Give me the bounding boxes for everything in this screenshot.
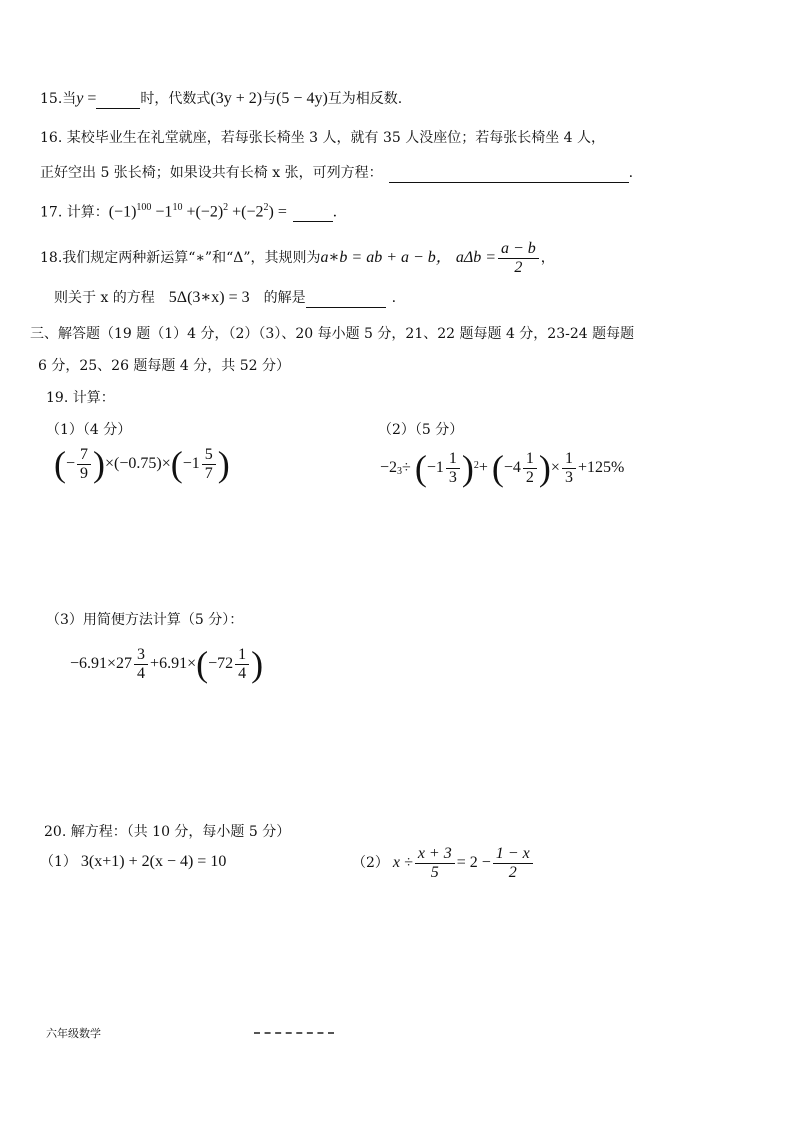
section-3-line2: [38, 356, 290, 376]
q18-rule2-end: ，: [540, 250, 555, 266]
q18-line2-prefix: 则关于 x 的方程: [54, 290, 155, 306]
q17-t1: (−1): [108, 203, 137, 221]
q20-p2-label: （2）: [352, 855, 389, 871]
question-17: [40, 198, 337, 222]
q19-title: 19. 计算：: [46, 390, 115, 406]
q18-answer-blank[interactable]: [306, 287, 386, 308]
question-18-line1: [40, 238, 555, 278]
q17-answer-blank[interactable]: [293, 201, 333, 222]
q15-answer-blank[interactable]: [96, 88, 140, 109]
q15-prefix: 15.当: [40, 91, 77, 107]
q15-expr2: (5 − 4y): [276, 90, 328, 107]
q19-p2-label: （2）（5 分）: [378, 422, 464, 438]
q20-p1-eq: 3(x+1) + 2(x − 4) = 10: [80, 853, 227, 870]
q19-p3-frac1: $\frac{3}{4}$: [134, 646, 148, 683]
q19-p2-frac1: $\frac{1}{3}$: [446, 450, 460, 487]
q17-t1-exp: 100: [136, 202, 152, 213]
q19-p1-mid: ×(−0.75)×: [105, 455, 171, 472]
section-3-line1: [30, 324, 634, 344]
q20-p2-frac2: $\frac{1 - x}{2}$: [493, 845, 533, 882]
q19-p2-frac2: $\frac{1}{2}$: [523, 450, 537, 487]
q19-p1-frac1: $\frac{7}{9}$: [77, 446, 91, 483]
q16-line2: 正好空出 5 张长椅；如果设共有长椅 x 张，可列方程：: [40, 165, 383, 181]
q18-line2-eq: 5Δ(3∗x) = 3: [168, 289, 250, 306]
q17-t3-exp: 2: [223, 202, 229, 213]
q15-var: y: [76, 90, 84, 107]
q19-p1-whole: −1: [182, 455, 200, 472]
q19-p2-expression: −2 $_3$ ÷ ( −1 $\frac{1}{3}$ ) 2 + ( −4 $\frac{1}{2}$ ) × $\frac{1}{3}$ +125%: [380, 448, 625, 488]
q19-p3-label-row: [46, 610, 243, 630]
q17-t3: +(−2): [182, 203, 224, 221]
question-18-line2: [54, 287, 396, 308]
q20-p2: （2） x ÷ $\frac{x + 3}{5}$ = 2 − $\frac{1 - x}{2}$: [352, 842, 535, 884]
q16-line1: 16. 某校毕业生在礼堂就座，若每张长椅坐 3 人，就有 35 人没座位；若每张长椅坐 4 人，: [40, 130, 606, 146]
q20-title: 20. 解方程：（共 10 分，每小题 5 分）: [44, 824, 291, 840]
q20-p1-label: （1）: [40, 854, 77, 870]
q19-p3-expression: −6.91×27 $\frac{3}{4}$ +6.91× ( −72 $\frac{1}{4}$ ): [70, 644, 264, 684]
q17-t5: ) =: [268, 203, 287, 221]
q20-p2-frac1: $\frac{x + 3}{5}$: [415, 845, 455, 882]
q17-t2-exp: 10: [172, 202, 183, 213]
q19-p2-frac3: $\frac{1}{3}$: [562, 450, 576, 487]
footer-left: 六年级数学: [46, 1027, 101, 1040]
section-3-heading: 三、解答题（19 题（1）4 分，（2）（3）、20 每小题 5 分，21、22 题每题 4 分，23-24 题每题: [30, 326, 635, 342]
question-16-line1: [40, 128, 605, 148]
q15-middle: 时，代数式: [140, 91, 211, 107]
question-16-line2: [40, 162, 633, 183]
q18-rule2-left: aΔb =: [455, 249, 496, 266]
q19-p1-label-row: [46, 420, 131, 440]
q18-line2-mid: 的解是: [263, 290, 306, 306]
q15-expr1: (3y + 2): [210, 90, 263, 107]
footer: [34, 1024, 101, 1044]
q18-rule2-num: a − b: [498, 240, 539, 259]
q17-prefix: 17. 计算：: [40, 204, 109, 221]
q18-rule2-fraction: [498, 240, 539, 277]
question-19-title: [46, 388, 115, 408]
q17-t4: +(−2: [228, 203, 264, 221]
footer-page-marks: [254, 1032, 334, 1038]
q18-line1: 18.我们规定两种新运算“∗”和“Δ”，其规则为: [40, 250, 321, 266]
q19-p1-label: （1）（4 分）: [46, 422, 132, 438]
q15-suffix: 互为相反数.: [327, 91, 403, 107]
q18-rule1: a∗b = ab + a − b，: [320, 249, 452, 266]
q18-end: .: [391, 290, 397, 306]
q19-p1-expression: ( − $\frac{7}{9}$ ) ×(−0.75)× ( −1 $\frac{5}{7}$ ): [54, 444, 230, 484]
question-15: [40, 88, 402, 109]
q20-p1: [40, 852, 226, 872]
q16-end: .: [628, 165, 634, 181]
question-20-title: [44, 822, 290, 842]
q17-t4-exp: 2: [263, 202, 269, 213]
q18-rule2-den: 2: [514, 258, 523, 276]
section-3-heading-cont: 6 分，25、26 题每题 4 分，共 52 分）: [38, 358, 290, 374]
q17-end: .: [332, 203, 337, 221]
q19-p3-frac2: $\frac{1}{4}$: [235, 646, 249, 683]
q16-answer-blank[interactable]: [389, 162, 629, 183]
q15-conj: 与: [262, 91, 277, 107]
q17-t2: −1: [151, 203, 173, 221]
q19-p1-frac2: $\frac{5}{7}$: [202, 446, 216, 483]
q19-p3-label: （3）用简便方法计算（5 分）：: [46, 612, 244, 628]
q19-p2-label-row: [378, 420, 463, 440]
q15-eq: =: [83, 90, 97, 107]
